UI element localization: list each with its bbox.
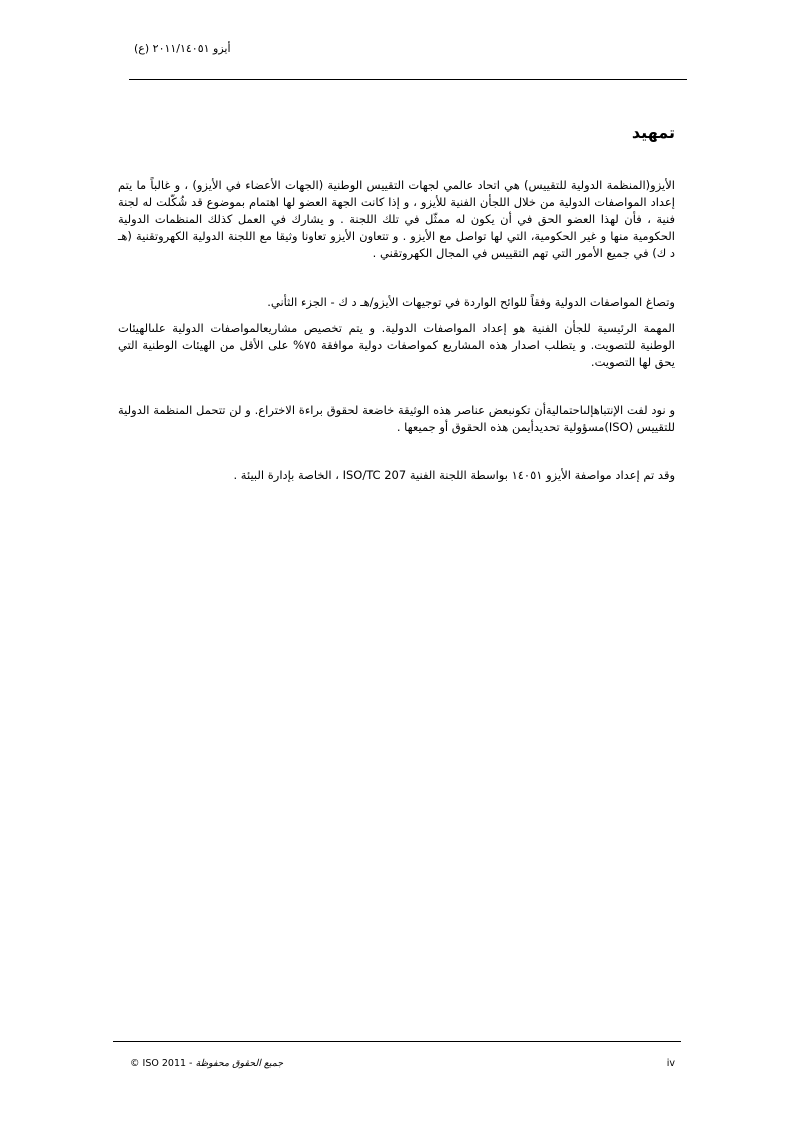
- paragraph-directives: [118, 294, 675, 311]
- paragraph-text: وتصاغ المواصفات الدولية وفقاً للوائح الواردة في توجيهات الأيزو/هـ د ك - الجزء الثأني.: [267, 295, 675, 309]
- paragraph-text: المهمة الرئيسية للجأن الفنية هو إعداد المواصفات الدولية. و يتم تخصيص مشاريعالمواصفات الدولية علىالهيئات الوطنية للتصويت. و يتطلب اصدار هذه المشاريع كمواصفات دولية موافقة ٧٥% على الأقل من الهيئات الوطنية التي يحق لها التصويت.: [118, 321, 675, 369]
- paragraph-text: وقد تم إعداد مواصفة الأيزو ١٤٠٥١ بواسطة اللجنة الفنية ISO/TC 207 ، الخاصة بإدارة البيئة .: [233, 468, 675, 482]
- paragraph-text: و نود لفت الإنتباهإلىاحتماليةأن تكونبعض عناصر هذه الوثيقة خاضعة لحقوق براءة الاختراع. و لن تتحمل المنظمة الدولية للتقييس (ISO)مسؤولية تحديدأيمن هذه الحقوق أو جميعها .: [118, 403, 675, 434]
- paragraph-patent-rights: [118, 402, 675, 436]
- section-title: تمهيد: [631, 123, 675, 142]
- header-document-id: أيزو ٢٠١١/١٤٠٥١ (ع): [134, 42, 231, 55]
- footer-rule: [113, 1041, 681, 1042]
- paragraph-iso-intro: [118, 177, 675, 262]
- paragraph-preparation: [118, 467, 675, 484]
- header-rule: [129, 79, 687, 80]
- page-number: iv: [666, 1058, 675, 1069]
- copyright-notice: © ISO 2011 -: [130, 1058, 196, 1069]
- footer-copyright: [130, 1058, 283, 1069]
- paragraph-text: الأيزو(المنظمة الدولية للتقييس) هي اتحاد عالمي لجهات التقييس الوطنية (الجهات الأعضاء في الأيزو) ، و غالباً ما يتم إعداد المواصفات الدولية من خلال اللجأن الفنية للأيزو ، و إذا كانت الجهة العضو لها اهتمام بموضوع قد شُكّلت له لجنة فنية ، فأن لهذا العضو الحق في أن يكون له ممثّل في تلك اللجنة . و يشارك في العمل كذلك المنظمات الدولية الحكومية منها و غير الحكومية، التي لها تواصل مع الأيزو . و تتعاون الأيزو تعاونا وثيقا مع اللجنة الدولية الكهروتقنية (هـ د ك) في جميع الأمور التي تهم التقييس في المجال الكهروتقني .: [118, 178, 675, 260]
- all-rights-reserved: جميع الحقوق محفوظة: [195, 1058, 284, 1069]
- paragraph-committee-task: [118, 320, 675, 371]
